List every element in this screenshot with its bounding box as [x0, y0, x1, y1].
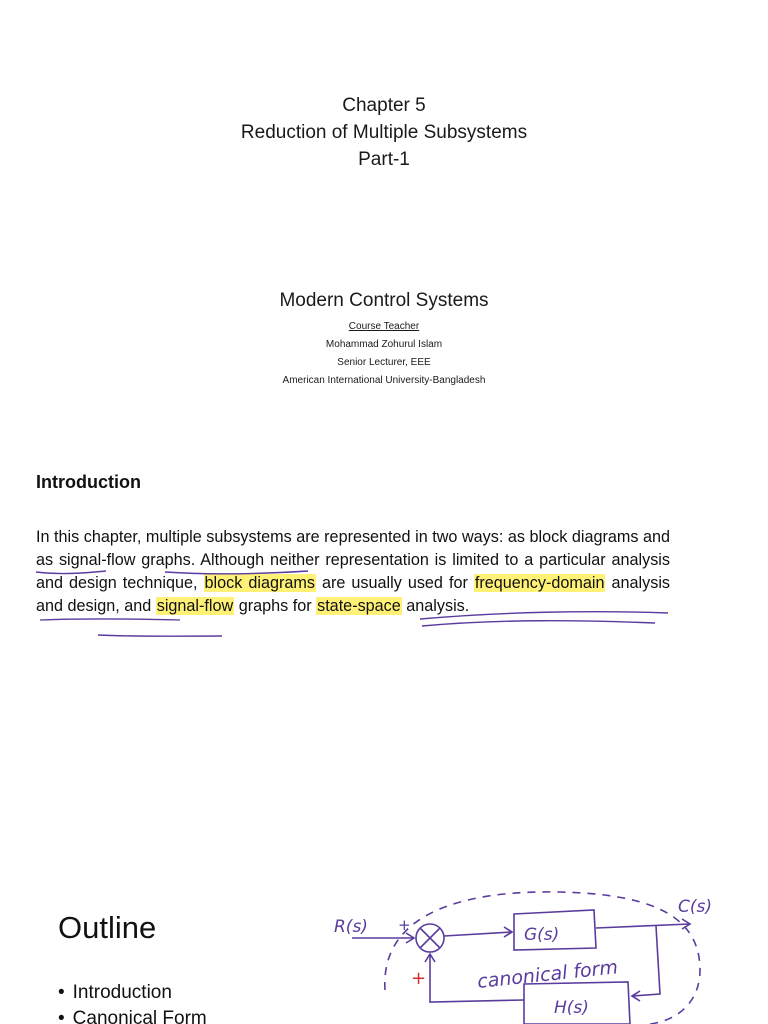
outline-item-canonical-form: • Canonical Form [58, 1006, 207, 1024]
intro-text-part-1: In this chapter, multiple subsystems are represented in two ways: as block diagrams and as signal-flow graphs. Although neither representation is limited to a particular analysis and design technique, [36, 528, 670, 592]
title-block [0, 92, 768, 173]
intro-text-part-3: analysis and design, and [36, 574, 671, 615]
ink-underline-frequency-domain [40, 619, 180, 620]
introduction-paragraph [36, 526, 670, 618]
sketch-feedback-block-label: H(s) [554, 998, 589, 1018]
course-name: Modern Control Systems [279, 290, 489, 311]
sketch-forward-block-label: G(s) [524, 925, 560, 945]
course-teacher-label: Course Teacher [348, 321, 420, 332]
teacher-position: Senior Lecturer, EEE [337, 357, 431, 368]
highlight-frequency-domain: frequency-domain [474, 574, 605, 592]
sketch-output-line [596, 924, 690, 928]
chapter-label: Chapter 5 [342, 95, 426, 116]
highlight-block-diagrams: block diagrams [204, 574, 315, 592]
introduction-slide [0, 430, 768, 850]
part-label: Part-1 [358, 149, 410, 170]
intro-text-part-5: analysis. [401, 597, 470, 615]
handwritten-annotations [0, 430, 768, 850]
intro-text-part-2: are usually used for [315, 574, 474, 592]
introduction-heading: Introduction [36, 472, 141, 492]
sketch-forward-line [444, 932, 512, 936]
sketch-feedback-line-right [632, 926, 660, 996]
sketch-caption: canonical form [476, 956, 619, 993]
ink-underline-graphs-state-space [422, 621, 655, 626]
sketch-plus-sign: + [398, 916, 411, 934]
canonical-form-sketch [0, 850, 768, 1024]
title-slide [0, 0, 768, 430]
teacher-name: Mohammad Zohurul Islam [325, 339, 443, 350]
course-info [0, 288, 768, 390]
outline-slide [0, 850, 768, 1024]
highlight-signal-flow: signal-flow [156, 597, 234, 615]
outline-item-introduction: • Introduction [58, 980, 207, 1006]
highlight-state-space: state-space [317, 597, 401, 615]
sketch-input-label: R(s) [334, 917, 368, 937]
outline-title: Outline [58, 910, 157, 945]
intro-text-part-4: graphs for [234, 597, 317, 615]
university-name: American International University-Bangladesh [282, 375, 486, 386]
sketch-feedback-sign: + [411, 968, 427, 989]
chapter-title: Reduction of Multiple Subsystems [240, 122, 528, 143]
sketch-output-label: C(s) [678, 897, 712, 917]
ink-underline-analysis [98, 635, 222, 636]
